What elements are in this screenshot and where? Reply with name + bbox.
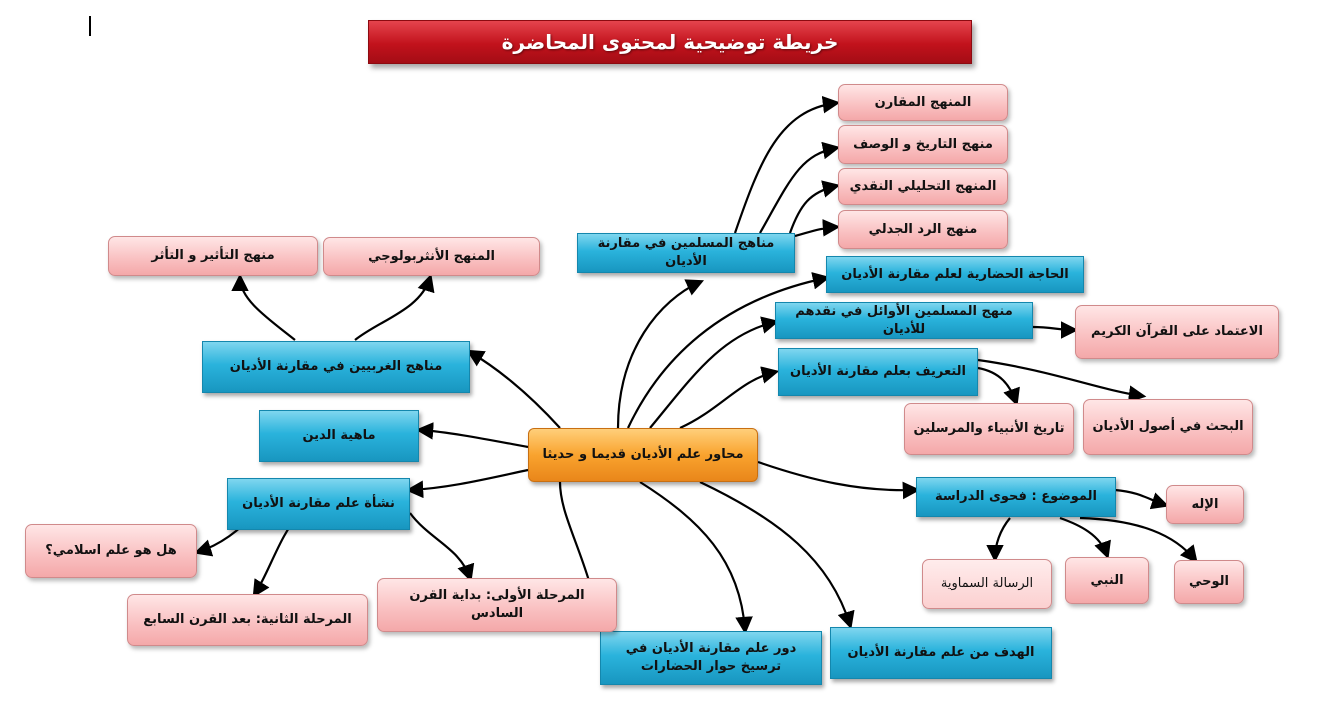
node-influence: منهج التأثير و التأثر: [108, 236, 318, 276]
node-subject: الموضوع : فحوى الدراسة: [916, 477, 1116, 517]
node-islamic-question: هل هو علم اسلامي؟: [25, 524, 197, 578]
node-goal: الهدف من علم مقارنة الأديان: [830, 627, 1052, 679]
node-history-desc: منهج التاريخ و الوصف: [838, 125, 1008, 164]
node-definition: التعريف بعلم مقارنة الأديان: [778, 348, 978, 396]
node-comparative: المنهج المقارن: [838, 84, 1008, 121]
node-role: دور علم مقارنة الأديان في ترسيخ حوار الحضارات: [600, 631, 822, 685]
node-message: الرسالة السماوية: [922, 559, 1052, 609]
node-revelation: الوحي: [1174, 560, 1244, 604]
node-dialectical: منهج الرد الجدلي: [838, 210, 1008, 249]
node-prophets-history: تاريخ الأنبياء والمرسلين: [904, 403, 1074, 455]
node-religion-nature: ماهية الدين: [259, 410, 419, 462]
node-stage-one: المرحلة الأولى: بداية القرن السادس: [377, 578, 617, 632]
node-stage-two: المرحلة الثانية: بعد القرن السابع: [127, 594, 368, 646]
node-origin-science: نشأة علم مقارنة الأديان: [227, 478, 410, 530]
node-western-methods: مناهج الغربيين في مقارنة الأديان: [202, 341, 470, 393]
node-prophet: النبي: [1065, 557, 1149, 604]
node-origins-research: البحث في أصول الأديان: [1083, 399, 1253, 455]
node-center: محاور علم الأديان قديما و حديثا: [528, 428, 758, 482]
node-quran-reliance: الاعتماد على القرآن الكريم: [1075, 305, 1279, 359]
node-muslim-methods: مناهج المسلمين في مقارنة الأديان: [577, 233, 795, 273]
node-early-muslims: منهج المسلمين الأوائل في نقدهم للأديان: [775, 302, 1033, 339]
node-god: الإله: [1166, 485, 1244, 524]
node-analytical: المنهج التحليلي النقدي: [838, 168, 1008, 205]
page-title: خريطة توضيحية لمحتوى المحاضرة: [368, 20, 972, 64]
node-civil-need: الحاجة الحضارية لعلم مقارنة الأديان: [826, 256, 1084, 293]
node-anthropological: المنهج الأنثربولوجي: [323, 237, 540, 276]
